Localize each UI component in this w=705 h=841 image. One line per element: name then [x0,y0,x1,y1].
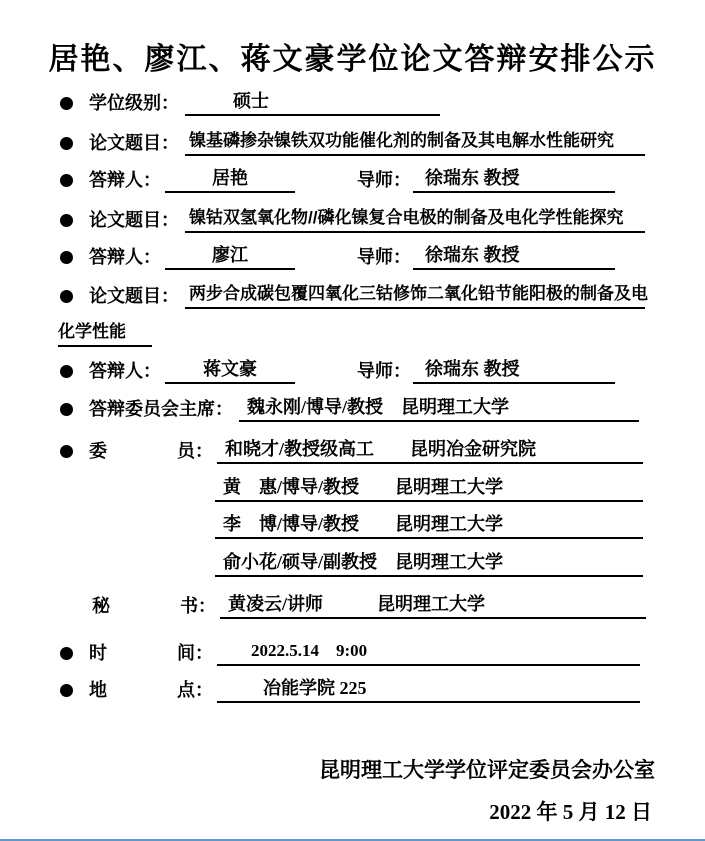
committee-member-value-3: 李 博/博导/教授 昆明理工大学 [215,511,643,539]
secretary-row [92,591,646,619]
advisor-label: 导师： [357,170,411,190]
advisor-name-3: 徐瑞东 教授 [413,356,615,384]
thesis-row-3-continuation [58,319,152,347]
advisor-name-1: 徐瑞东 教授 [413,165,615,193]
defender-label: 答辩人： [89,170,161,190]
place-label-second: 点： [177,680,213,700]
time-label-first: 时 [89,643,107,663]
thesis-title-value-3-line1: 两步合成碳包覆四氧化三钴修饰二氧化铅节能阳极的制备及电 [185,281,645,309]
committee-label-first: 委 [89,441,107,461]
defender-label: 答辩人： [89,361,161,381]
bullet-icon [60,97,73,110]
member-row-4 [215,549,643,577]
thesis-row-3 [60,281,648,309]
page-title: 居艳、廖江、蒋文豪学位论文答辩安排公示 [48,43,657,76]
advisor-name-2: 徐瑞东 教授 [413,242,615,270]
member-row-3 [215,511,643,539]
bullet-icon [60,365,73,378]
thesis-label: 论文题目： [89,133,179,153]
chair-row [60,394,639,422]
degree-row [60,88,440,116]
defender-row-1 [60,165,615,193]
bullet-icon [60,174,73,187]
place-label-first: 地 [89,680,107,700]
bullet-icon [60,214,73,227]
advisor-label: 导师： [357,247,411,267]
time-row [60,638,640,666]
thesis-label: 论文题目： [89,286,179,306]
defender-name-2: 廖江 [165,242,295,270]
bullet-icon [60,290,73,303]
bullet-icon [60,445,73,458]
defender-row-3 [60,356,615,384]
chair-value: 魏永刚/博导/教授 昆明理工大学 [239,394,639,422]
degree-label: 学位级别： [89,93,179,113]
thesis-row-2 [60,205,645,233]
degree-value: 硕士 [185,88,440,116]
bullet-icon [60,251,73,264]
thesis-label: 论文题目： [89,210,179,230]
member-row-2 [215,474,643,502]
defender-label: 答辩人： [89,247,161,267]
defender-name-3: 蒋文豪 [165,356,295,384]
secretary-label [92,593,216,619]
defender-name-1: 居艳 [165,165,295,193]
secretary-value: 黄凌云/讲师 昆明理工大学 [220,591,646,619]
place-value: 冶能学院 225 [217,675,640,703]
chair-label: 答辩委员会主席： [89,399,233,419]
bullet-icon [60,137,73,150]
bullet-icon [60,403,73,416]
footer-date: 2022 年 5 月 12 日 [489,800,652,824]
thesis-title-value-2: 镍钴双氢氧化物//磷化镍复合电极的制备及电化学性能探究 [185,205,645,233]
time-value: 2022.5.14 9:00 [217,638,640,666]
committee-member-value-4: 俞小花/硕导/副教授 昆明理工大学 [215,549,643,577]
committee-label-second: 员： [177,441,213,461]
defender-row-2 [60,242,615,270]
thesis-title-value-3-line2: 化学性能 [58,319,152,347]
thesis-row-1 [60,128,645,156]
member-row-1 [60,436,643,464]
thesis-title-value-1: 镍基磷掺杂镍铁双功能催化剂的制备及其电解水性能研究 [185,128,645,156]
place-row [60,675,640,703]
bullet-icon [60,647,73,660]
committee-member-value-2: 黄 惠/博导/教授 昆明理工大学 [215,474,643,502]
place-label [89,677,213,703]
bullet-icon [60,684,73,697]
committee-member-value-1: 和晓才/教授级高工 昆明冶金研究院 [217,436,643,464]
secretary-label-second: 书： [180,596,216,616]
time-label-second: 间： [177,643,213,663]
committee-label [89,438,213,464]
advisor-label: 导师： [357,361,411,381]
secretary-label-first: 秘 [92,596,110,616]
time-label [89,640,213,666]
footer-office: 昆明理工大学学位评定委员会办公室 [319,758,655,782]
